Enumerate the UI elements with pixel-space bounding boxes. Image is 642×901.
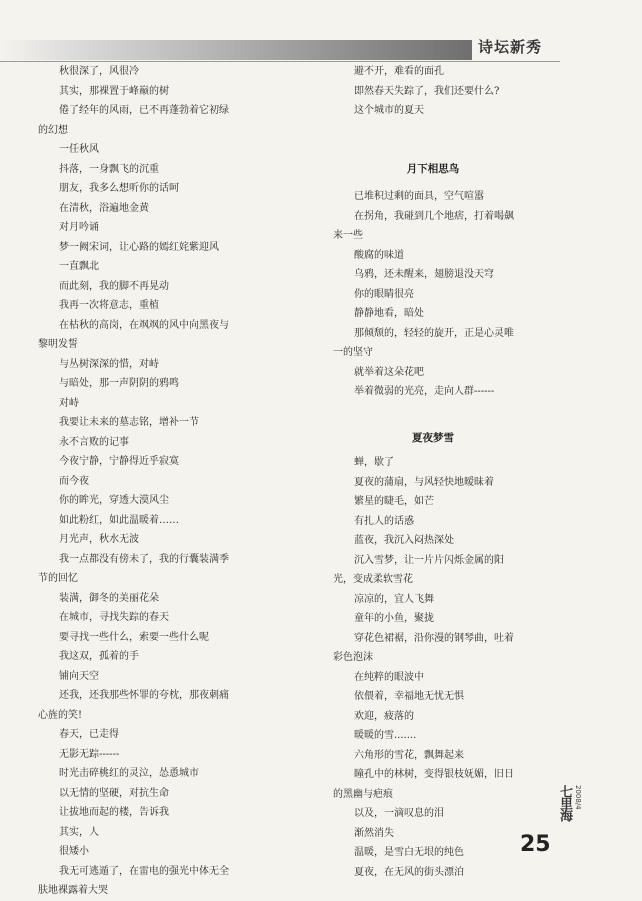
poem-line: 倦了经年的风雨，已不再蓬勃着它初绿: [59, 105, 229, 116]
poem-line: 时光击碎桃红的灵泣，怂恿城市: [59, 768, 199, 779]
section-title: 诗坛新秀: [478, 38, 543, 56]
poem-line: 我一点都没有傍未了，我的行囊装满季: [59, 553, 229, 565]
poem-line: 依偎着，幸福地无忧无惧: [354, 691, 464, 702]
poem-line: 蓝夜，我沉入闷热深处: [354, 535, 454, 546]
poem-line: 今夜宁静，宁静得近乎寂寞: [59, 456, 179, 467]
poem-continuation: [333, 62, 533, 121]
poem-line: 六角形的雪花，飘舞起来: [354, 749, 464, 761]
poem-line: 穿花色裙裾，沿你漫的钢琴曲，吐着: [354, 632, 514, 644]
poem-line: 我再一次将意志，重植: [59, 300, 159, 311]
poem-line: 月光声，秋水无波: [59, 534, 139, 545]
poem-body-summer-snow: [333, 453, 533, 882]
poem-line: 就举着这朵花吧: [354, 366, 424, 378]
poem-line: 抖落，一身飘飞的沉重: [59, 163, 159, 175]
poem-line: 其实，人: [59, 826, 99, 838]
poem-line: 其实，那裸置于峰巅的树: [59, 85, 169, 97]
poem-line: 你的眸光，穿透大漠风尘: [59, 495, 169, 506]
poem-line: 铺向天空: [59, 670, 99, 682]
poem-line: 肤地裸露着大哭: [38, 885, 108, 896]
poem-line: 春天，已走得: [59, 729, 119, 740]
poem-line: 一直飘北: [59, 261, 99, 272]
poem-line: 的幻想: [38, 124, 68, 136]
magazine-logo: 七里海: [557, 785, 572, 821]
poem-line: 而今夜: [59, 475, 89, 487]
poem-line: 乌鸦，还未醒来，翅膀退没天穹: [354, 269, 494, 280]
poem-line: 在城市，寻找失踪的春天: [59, 612, 169, 623]
poem-line: 温暖，是雪白无垠的纯色: [354, 847, 464, 858]
issue-number: 2008/4: [574, 785, 582, 810]
poem-line: 繁星的睫毛，如芒: [354, 496, 434, 507]
poem-line: 沉入雪梦，让一片片闪烁金属的阳: [354, 554, 504, 566]
poem-line: 节的回忆: [38, 573, 78, 584]
poem-line: 夏夜，在无风的街头漂泊: [354, 866, 464, 878]
poem-line: 来一些: [333, 230, 363, 241]
poem-line: 要寻找一些什么，索要一些什么呢: [59, 631, 209, 643]
poem-line: 无影无踪------: [59, 748, 120, 760]
poem-line: 夏夜的蒲扇，与风轻快地暧昧着: [354, 476, 494, 488]
poem-line: 的黑幽与疤痕: [333, 788, 393, 800]
poem-line: 如此粉红，如此温暖着……: [59, 514, 179, 526]
poem-line: 在清秋，浴遍地金黄: [59, 202, 149, 214]
poem-line: 心旌的笑!: [38, 709, 83, 721]
poem-line: 一的坚守: [333, 347, 373, 358]
poem-line: 以无情的坚硬，对抗生命: [59, 787, 169, 799]
poem-line: 瞳孔中的林树，变得银枝妩媚，旧日: [354, 769, 514, 780]
right-column: [333, 62, 533, 882]
poem-line: 秋很深了，风很冷: [59, 66, 139, 77]
poem-body-moonlit-bird: [333, 187, 533, 402]
poem-line: 黎明发誓: [38, 339, 78, 350]
poem-line: 我这双，孤着的手: [59, 651, 139, 662]
poem-line: 对峙: [59, 397, 79, 409]
poem-line: 即然春天失踪了，我们还要什么?: [354, 85, 500, 97]
poem-line: 这个城市的夏天: [354, 105, 424, 116]
poem-line: 暖暖的雪.......: [354, 730, 417, 741]
poem-line: 我无可逃遁了，在雷电的强光中体无全: [59, 865, 229, 877]
poem-line: 朋友，我多么想听你的话呵: [59, 183, 179, 194]
poem-line: 有扎人的话惑: [354, 515, 414, 527]
poem-line: 让拔地而起的楼，告诉我: [59, 807, 169, 818]
page-number: 25: [520, 832, 551, 857]
poem-line: 在纯粹的眼波中: [354, 671, 424, 683]
poem-line: 在枯秋的高岗，在飒飒的风中向黑夜与: [59, 319, 229, 331]
poem-line: 与丛树深深的惜，对峙: [59, 358, 159, 370]
poem-line: 静静地看，暗处: [354, 308, 424, 319]
poem-line: 举着微弱的光亮，走向人群------: [354, 386, 495, 397]
poem-line: 酸腐的味道: [354, 249, 404, 261]
left-column: [38, 62, 268, 901]
poem-line: 与暗处，那一声阴阴的鸦鸣: [59, 378, 179, 389]
poem-line: 蝉，歇了: [354, 457, 394, 468]
poem-line: 我要让未来的墓志铭，增补一节: [59, 417, 199, 428]
poem-line: 以及，一滴叹息的泪: [354, 808, 444, 819]
poem-title-summer-snow: 夏夜梦雪: [412, 431, 454, 444]
poem-line: 对月吟诵: [59, 222, 99, 233]
poem-title-moonlit-bird: 月下相思鸟: [406, 162, 460, 175]
poem-line: 在拐角，我碰到几个地痞，打着喝飙: [354, 210, 514, 222]
poem-line: 梦一阙宋词，让心路的嫣红姹紫迎风: [59, 241, 219, 253]
poem-line: 装满，御冬的美丽花朵: [59, 592, 159, 604]
poem-line: 光，变成柔软雪花: [333, 574, 413, 585]
poem-line: 一任秋风: [59, 144, 99, 155]
poem-line: 永不言败的记事: [59, 436, 129, 448]
poem-line: 彩色泡沫: [333, 652, 373, 663]
poem-line: 避不开，难看的面孔: [354, 66, 444, 77]
poem-line: 童年的小鱼，聚拢: [354, 613, 434, 624]
poem-line: 欢迎，疲落的: [354, 710, 414, 722]
header-gradient-bar: [0, 40, 472, 60]
poem-line: 已堆积过剩的面具，空气喧嚣: [354, 191, 484, 202]
poem-line: 还我，还我那些怀罪的夸枕，那夜刺痛: [59, 690, 229, 701]
poem-line: 那倾颓的，轻轻的旋开，正是心灵唯: [354, 327, 514, 339]
poem-line: 很矮小: [59, 846, 89, 857]
poem-line: 渐然消失: [354, 827, 394, 839]
poem-line: 凉凉的，宜人飞舞: [354, 593, 434, 605]
poem-line: 你的眼睛很亮: [354, 288, 414, 300]
poem-line: 而此刻，我的脚不再晃动: [59, 280, 169, 292]
